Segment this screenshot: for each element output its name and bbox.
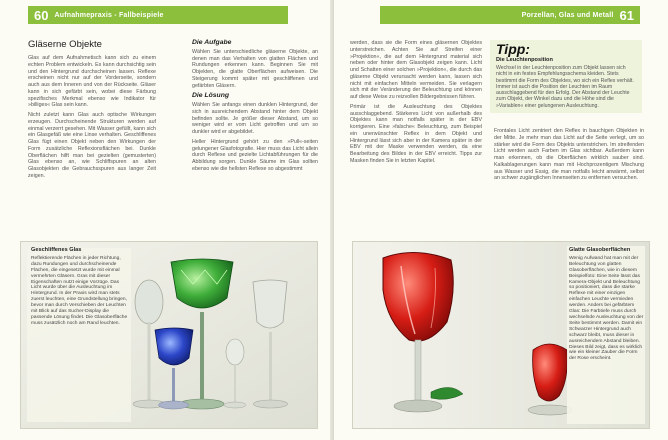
tip-box [490,40,642,113]
caption-text: Wenig Aufwand hat man mit der Beleuchtung von glatten Glasoberflächen, wie in diesem Beispielfoto: Eine Seite lässt das Kamera-Objekt und Beleuchtung so positioniert, dass die starke Reflexe mit einer einzigen einfachen Leuchte vermieden werden. Anders bei gefärbtem Glas: Die Farbtiefe muss durch wechselnde Ausleuchtung von der Seite bestimmt werden. Damit ein Schwarzer Hintergrund auch schwarz bleibt, muss dieser in ausreichendem Abstand bleiben. Dieses Bild zeigt, dass es wirklich wie ein kleiner Zauber die Form der Rose erscheint. [569,255,644,362]
body-paragraph: Nicht zuletzt kann Glas auch optische Wirkungen erzeugen. Durchscheinende Strukturen werden auf einmal verzerrt gesehen. Mit Wasser gefüllt, kann sich ein Glasgefäß wie eine Linse verhalten. Geschliffenes Glas fügt einen Objekt neben den Wirkungen der Form zusätzliche Reflexionsflächen bei. Dunkle Oberflächen hilft man bei gezielten (gemusterten) Glas ebenso an, wie Schliffspuren an alten Glasobjekten die Gebrauchsspuren aus langer Zeit zeigen. [28,112,156,179]
section-title: Gläserne Objekte [28,39,102,50]
tip-text: Wechsel in der Leuchtenposition zum Objekt lassen sich nicht in ein festes Empfehlungsschema kleiden. Stets bestimmt die Form des Objektes, wo sich ein Reflex verhält. Immer ist auch die Position der Leuchten im Raum ausschlaggebend für den Erfolg. Der Abstand der Leuchte zum Objekt, der Winkel dazu und die Höhe sind die »Variablen« einer gelungenen Ausleuchtung. [496,65,634,109]
subheading-solution: Die Lösung [192,92,230,100]
left-photo-caption [31,248,129,327]
body-paragraph: Wählen Sie anfangs einen dunklen Hintergrund, der sich in ausreichendem Abstand hinter dem Objekt befinden sollte. Je größer dieser Abstand, um so weniger wird er vom Licht getroffen und um so dunkler wird er abgebildet. [192,102,318,135]
right-header-title: Porzellan, Glas und Metall [521,11,614,19]
left-header-title: Aufnahmepraxis - Fallbeispiele [54,11,164,19]
photo-red-glass [352,241,650,429]
left-page-header [28,6,288,24]
right-column-1 [350,40,482,168]
body-paragraph: werden, dass sie die Form eines gläsernen Objektes unterstreichen. Achten Sie auf Streifen einer »Projektion«, die auf dem Hintergrund material sich neben oder hinter dem Glasobjekt zeigen kann. Licht und Schatten einer solchen »Projektion«, die durch das gläserne Objekt verursacht werden kann, lassen sich nicht mit einfachen Mitteln vermeiden. Sie verlagern sich mit der Veränderung der Beleuchtung und können auf diese Weise zu reizvollen Bildergebnissen führen. [350,40,482,100]
body-paragraph: Glas auf dem Aufnahmetisch kann sich zu einem echten Problem entwickeln. Es kann durchsichtig sein und den Hintergrund durchscheinen lassen. Reflexe erscheinen nicht nur auf der Vorderseite, sondern auch aus dem Inneren und von der Rückseite. Gläser kann in sich gefärbt sein, wobei diese Färbung spezifisches Merkmal ebenso wie Indikator für »billiges« Glas sein kann. [28,55,156,109]
right-page-header [380,6,640,24]
left-page-number: 60 [34,7,49,23]
right-photo-caption [569,248,645,362]
left-column-2 [192,40,318,176]
tip-subtitle: Die Leuchtenposition [496,57,553,63]
caption-title: Glatte Glasoberflächen [569,247,631,253]
subheading-task: Die Aufgabe [192,39,232,46]
caption-title: Geschliffenes Glas [31,247,82,253]
photo-cut-glass [20,241,318,429]
tip-label: Tipp: [496,41,530,57]
body-paragraph: Heller Hintergrund gehört zu den »Pull«-seiten gelungener Glasfotografie. Hier muss das Licht allein durch Reflexe und gezielte Lichtabführungen für die Abbildung sorgen. Dunkle Säume im Glas sollten ebenso wie die hellsten Reflexe so abgestimmt [192,138,318,172]
left-column-1 [28,40,156,183]
body-paragraph: Primär ist die Ausleuchtung des Objektes ausschlaggebend. Stärkeres Licht von außerhalb des Objektes kann man notfalls später in der EBV korrigieren. Eine »falsche« Beleuchtung, zum Beispiel ein unerwünschter Reflex in dem Objekt und Hintergrund lässt sich aber in der Kamera später in der EBV mit der Maske verwenden werden, da eine Bearbeitung des Bildes in der EBV erreicht. Tipps zur Masken finden Sie in letzten Kapitel. [350,103,482,164]
caption-text: Reflektierende Flächen in jeder Richtung, dazu Rundungen und durchscheinende Flächen, die eingesetzt wurde mit einmal vermehrten Gläsern. Gras mit dieser Eigenschaften nutzt einige Vorzüge. Das Licht wurde über die Ausleuchtung im Hintergrund. In der Praxis wird man stets zuerst leuchten, eine Grundstellung bringen, bevor man durch Verschieben der Leuchten mit Blick auf das Sucher-Display die passende Lösung findet. Die Glasoberfläche muss zusätzlich noch am Rand leuchten. [31,255,128,326]
body-paragraph: Wählen Sie unterschiedliche gläserne Objekte, an denen man das Verhalten von glatten Flächen und Rundungen erkennen kann. Beginnen Sie mit Objekten, die glatte Oberflächen aufweisen. Die Steigerung kommt später mit geschliffenen und gefärbten Gläsern. [192,48,318,89]
body-paragraph: Frontales Licht zentriert den Reflex in bauchigen Objekten in der Mitte. Je mehr man das Licht auf die Seite verlegt, um so stärker wird die Form des Objekts unterstrichen. Im streifenden Licht werden auch Farben im Glas sichtbar. Außerdem kann man erkennen, ob die Oberflächen wirklich sauber sind. Kalkablagerungen kann man mit Hochprozentigem Mischung aus Wasser und Essig, die man notfalls leicht anwärmt, selbst an schwer zugänglichen Innenseiten zu entfernen versuchen. [494,128,644,182]
right-column-2 [494,128,644,185]
right-page-number: 61 [619,7,634,23]
